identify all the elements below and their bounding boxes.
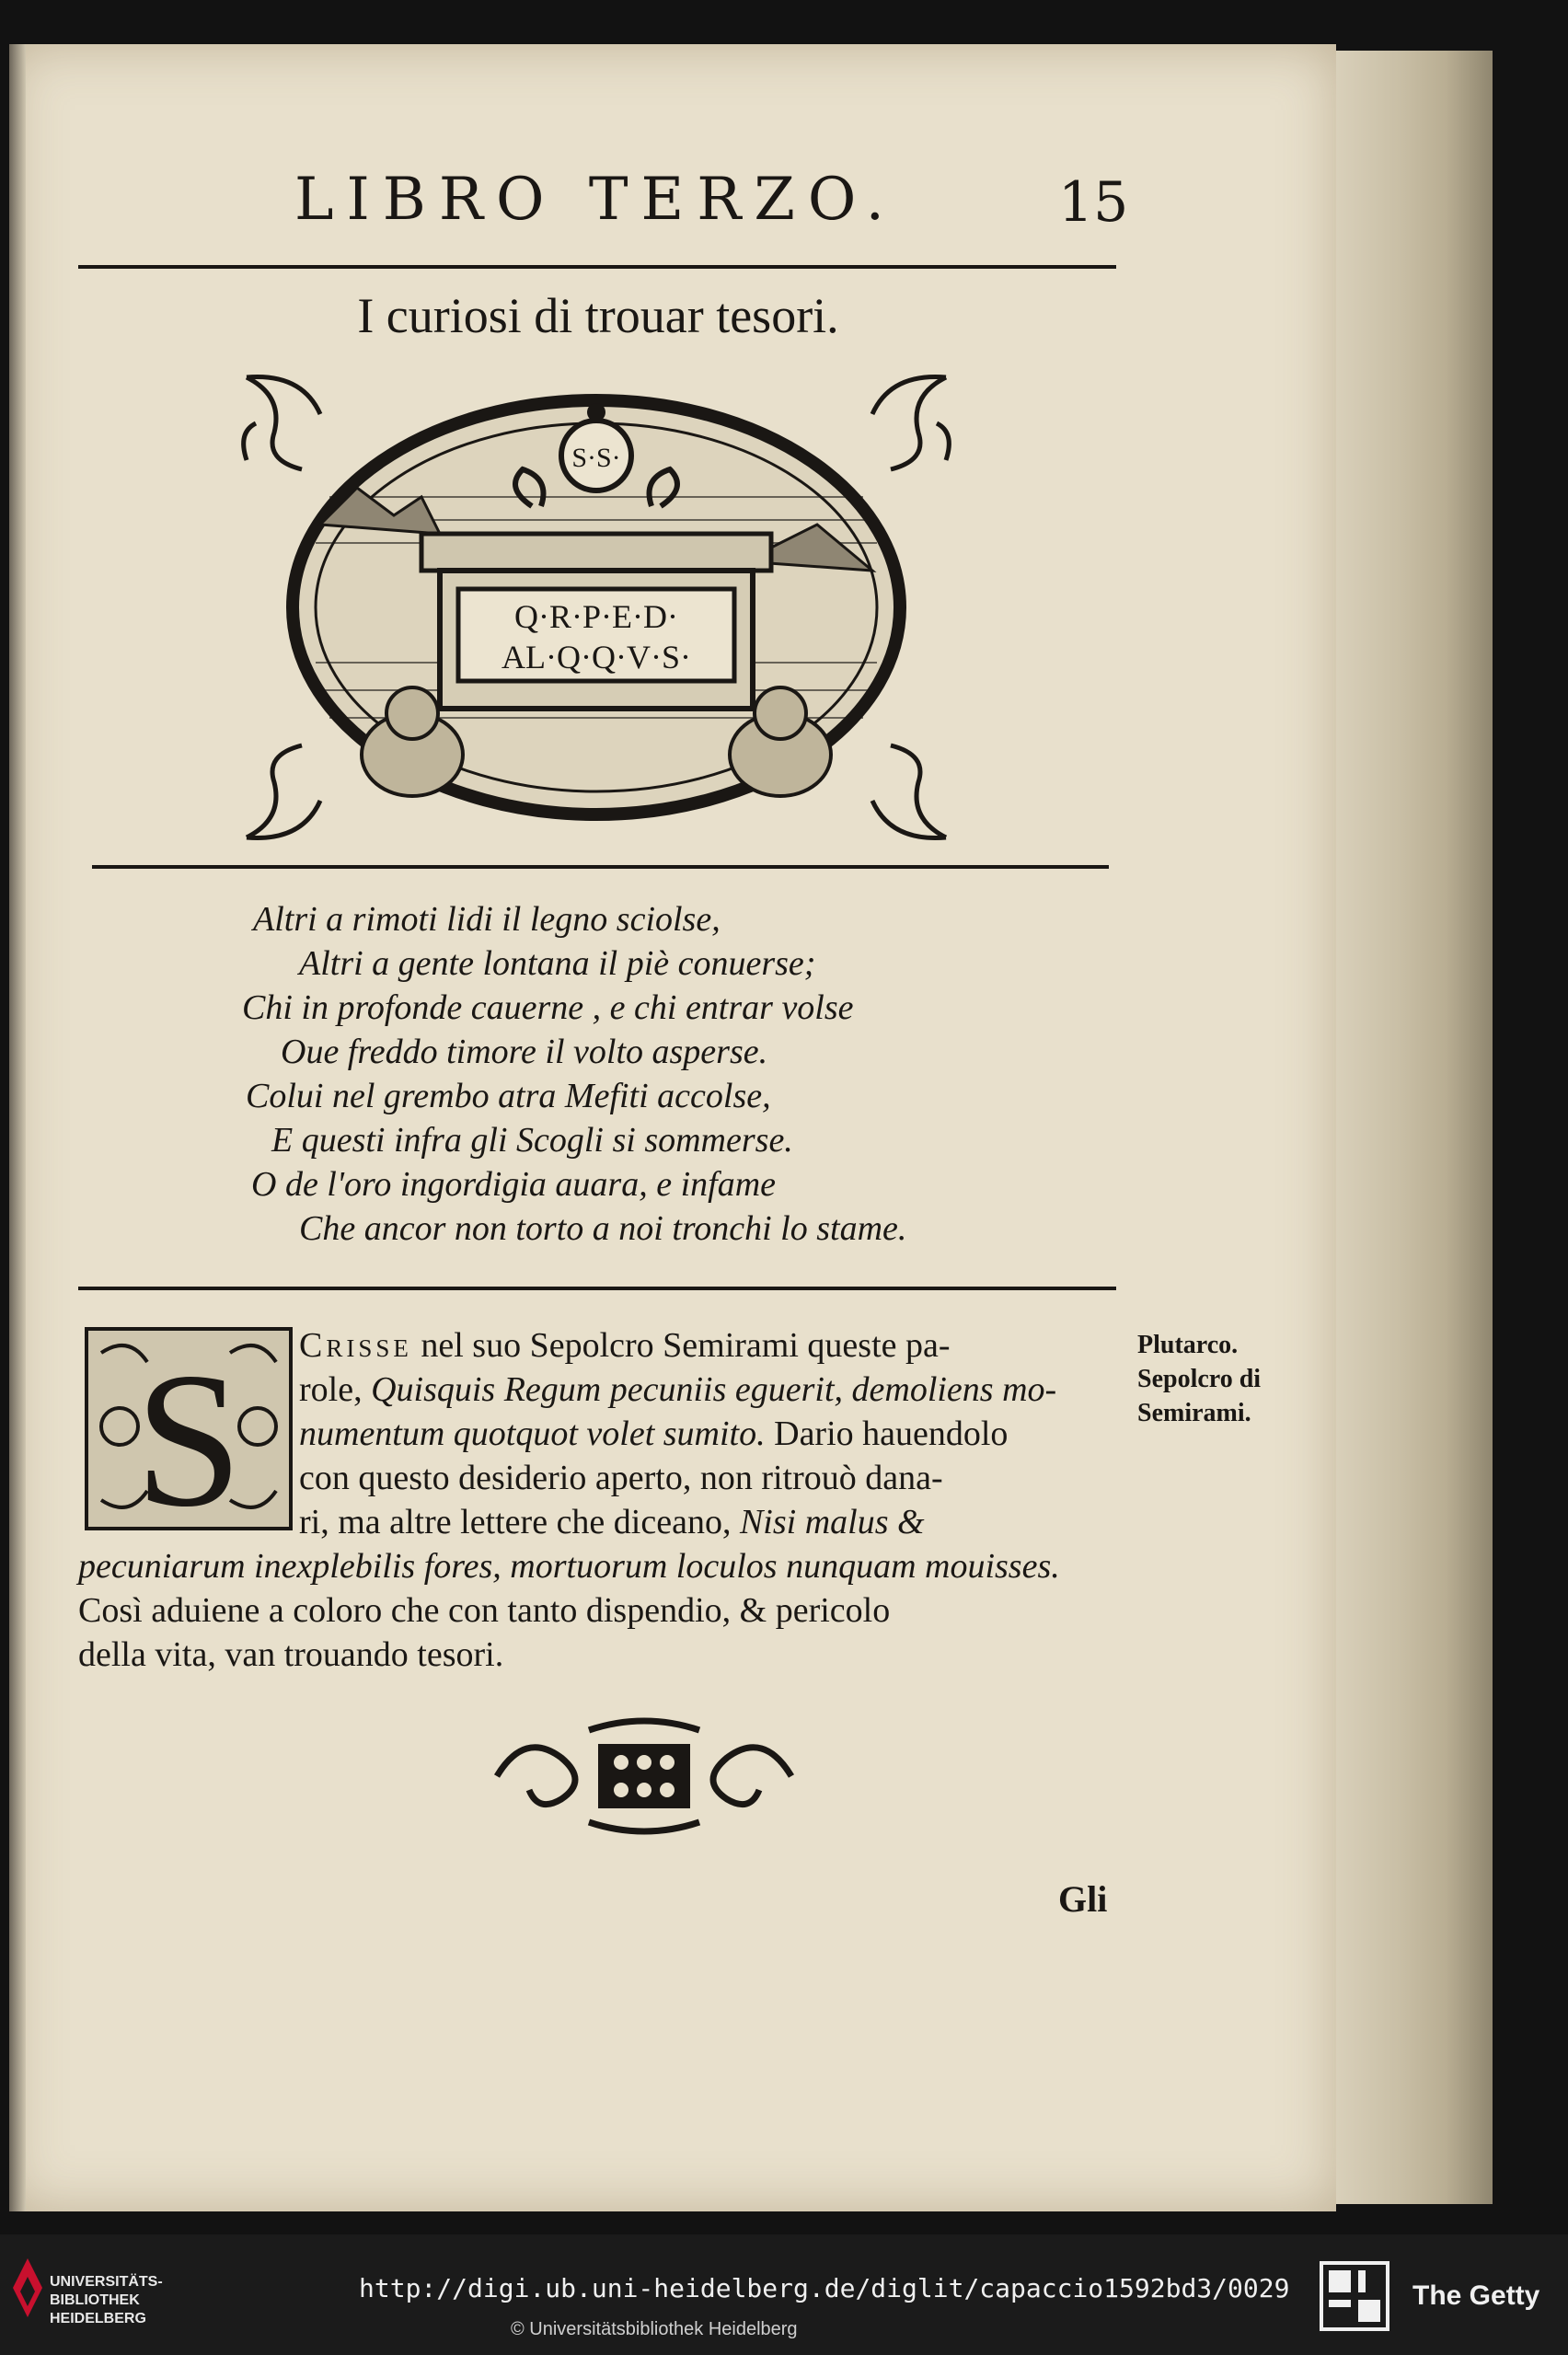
verse-line: O de l'oro ingordigia auara, e infame (251, 1165, 776, 1204)
verse-line: Che ancor non torto a noi tronchi lo stame. (299, 1209, 907, 1248)
decorated-initial-s (83, 1325, 294, 1532)
latin-quote: Quisquis Regum pecuniis eguerit, demoliens mo- (371, 1370, 1057, 1409)
prose-line-2 (299, 1369, 1056, 1410)
page-edge (1336, 51, 1493, 2204)
verse-line: Chi in profonde cauerne , e chi entrar volse (242, 988, 854, 1027)
verse-line: Altri a rimoti lidi il legno sciolse, (253, 900, 721, 939)
latin-quote: numentum quotquot volet sumito. (299, 1414, 766, 1453)
emblem-woodcut (228, 359, 964, 856)
verse-stanza (225, 897, 906, 1251)
source-url-link[interactable]: http://digi.ub.uni-heidelberg.de/diglit/capaccio1592bd3/0029 (359, 2273, 1290, 2303)
margin-note: Semirami. (1137, 1399, 1251, 1427)
inscription-line-1: Q·R·P·E·D· (514, 598, 678, 635)
verse-line: E questi infra gli Scogli si sommerse. (271, 1121, 793, 1160)
prose-text: role, (299, 1370, 372, 1409)
prose-line-1 (299, 1325, 951, 1366)
corner-ornament-top-right (872, 377, 949, 470)
header-rule (78, 265, 1116, 269)
logo-line: UNIVERSITÄTS- (50, 2274, 163, 2290)
copyright-notice: © Universitätsbibliothek Heidelberg (511, 2319, 798, 2339)
prose-line-8: della vita, van trouando tesori. (78, 1635, 504, 1674)
verse-line: Altri a gente lontana il piè conuerse; (299, 944, 816, 983)
emblem-heading: I curiosi di trouar tesori. (357, 288, 839, 343)
chest-lid (421, 534, 771, 571)
prose-line-4: con questo desiderio aperto, non ritrouò dana- (299, 1459, 943, 1497)
catchword: Gli (1058, 1878, 1108, 1920)
prose-text: nel suo Sepolcro Semirami queste pa- (411, 1326, 951, 1365)
prose-line-6 (78, 1546, 1060, 1587)
prose-line-7: Così aduiene a coloro che con tanto dispendio, & pericolo (78, 1591, 891, 1630)
university-library-logo-icon (9, 2255, 46, 2326)
emblem-bottom-rule (92, 865, 1109, 869)
prose-text: Dario hauendolo (765, 1414, 1009, 1453)
opening-word: Crisse (299, 1326, 412, 1365)
prose-line-3 (299, 1414, 1008, 1454)
prose-line-5 (299, 1502, 925, 1542)
prose-text: ri, ma altre lettere che diceano, (299, 1503, 740, 1541)
corner-ornament-bottom-left (247, 745, 320, 838)
latin-quote: pecuniarum inexplebilis fores, mortuorum loculos nunquam mouisses. (78, 1547, 1060, 1586)
running-title: LIBRO TERZO. (294, 166, 897, 234)
inscription-line-2: AL·Q·Q·V·S· (502, 639, 691, 675)
margin-note: Plutarco. (1137, 1331, 1239, 1359)
margin-note: Sepolcro di (1137, 1365, 1262, 1393)
gutter-shadow (9, 44, 26, 2211)
verse-line: Colui nel grembo atra Mefiti accolse, (246, 1077, 771, 1115)
page-number: 15 (1058, 170, 1129, 235)
getty-logo-icon (1318, 2259, 1391, 2333)
getty-label: The Getty (1412, 2280, 1540, 2311)
svg-text:S: S (134, 1333, 243, 1532)
university-library-logo-text (50, 2273, 163, 2328)
corner-ornament-bottom-right (872, 745, 946, 838)
logo-line: HEIDELBERG (50, 2311, 146, 2326)
logo-line: BIBLIOTHEK (50, 2292, 140, 2308)
verse-bottom-rule (78, 1287, 1116, 1290)
verse-line: Oue freddo timore il volto asperse. (281, 1033, 768, 1071)
seal-inscription: S·S· (571, 443, 621, 473)
tailpiece-ornament (478, 1712, 810, 1841)
latin-quote: Nisi malus & (739, 1503, 925, 1541)
corner-ornament-top-left (244, 377, 320, 470)
